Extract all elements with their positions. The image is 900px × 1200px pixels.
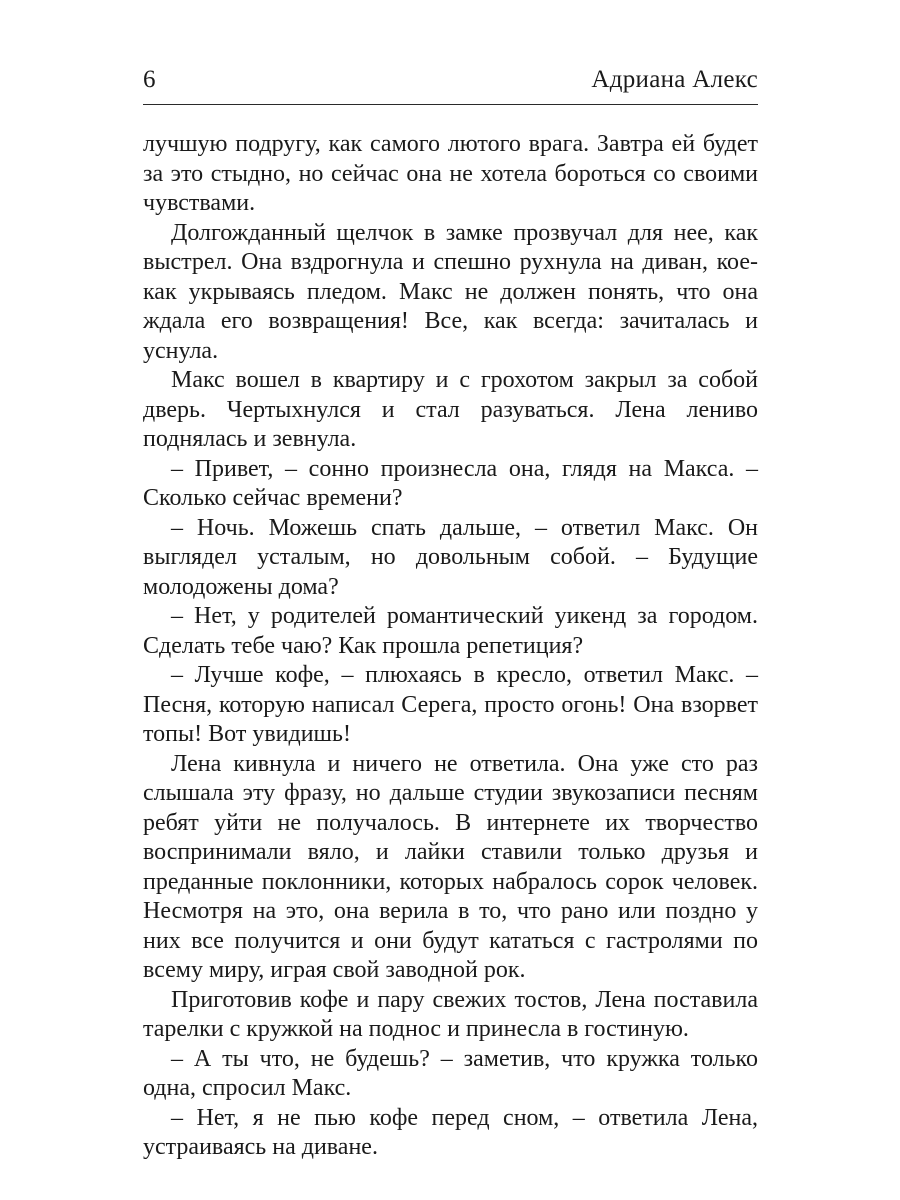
paragraph: Приготовив кофе и пару свежих тостов, Лена поставила тарелки с кружкой на поднос и принесла в гостиную. xyxy=(143,986,758,1042)
dialogue-line: – Ночь. Можешь спать дальше, – ответил Макс. Он выглядел усталым, но довольным собой. – Будущие молодожены дома? xyxy=(143,514,758,600)
dialogue-line: – Привет, – сонно произнесла она, глядя на Макса. – Сколько сейчас времени? xyxy=(143,455,758,511)
paragraph: лучшую подругу, как самого лютого врага. Завтра ей будет за это стыдно, но сейчас она не хотела бороться со своими чувствами. xyxy=(143,131,758,216)
dialogue-line: – Нет, у родителей романтический уикенд за городом. Сделать тебе чаю? Как прошла репетиция? xyxy=(143,603,758,659)
dialogue-line: – Нет, я не пью кофе перед сном, – ответила Лена, устраиваясь на диване. xyxy=(143,1104,758,1160)
paragraph: Лена кивнула и ничего не ответила. Она уже сто раз слышала эту фразу, но дальше студии звукозаписи песням ребят уйти не получалось. В интернете их творчество воспринимали вяло, и лайки ставили только друзья и преданные поклонники, которых набралось сорок человек. Несмотря на это, она верила в то, что рано или поздно у них все получится и они будут кататься с гастролями по всему миру, играя свой заводной рок. xyxy=(143,750,758,983)
header-rule xyxy=(143,104,758,105)
page-number: 6 xyxy=(143,66,156,93)
dialogue-line: – А ты что, не будешь? – заметив, что кружка только одна, спросил Макс. xyxy=(143,1045,758,1101)
page-body xyxy=(143,130,758,1163)
paragraph: Макс вошел в квартиру и с грохотом закрыл за собой дверь. Чертыхнулся и стал разуваться. Лена лениво поднялась и зевнула. xyxy=(143,367,758,452)
paragraph: Долгожданный щелчок в замке прозвучал для нее, как выстрел. Она вздрогнула и спешно рухнула на диван, кое-как укрываясь пледом. Макс не должен понять, что она ждала его возвращения! Все, как всегда: зачиталась и уснула. xyxy=(143,219,758,364)
running-header xyxy=(143,66,758,102)
author-name: Адриана Алекс xyxy=(591,66,758,93)
dialogue-line: – Лучше кофе, – плюхаясь в кресло, ответил Макс. – Песня, которую написал Серега, просто огонь! Она взорвет топы! Вот увидишь! xyxy=(143,662,758,747)
